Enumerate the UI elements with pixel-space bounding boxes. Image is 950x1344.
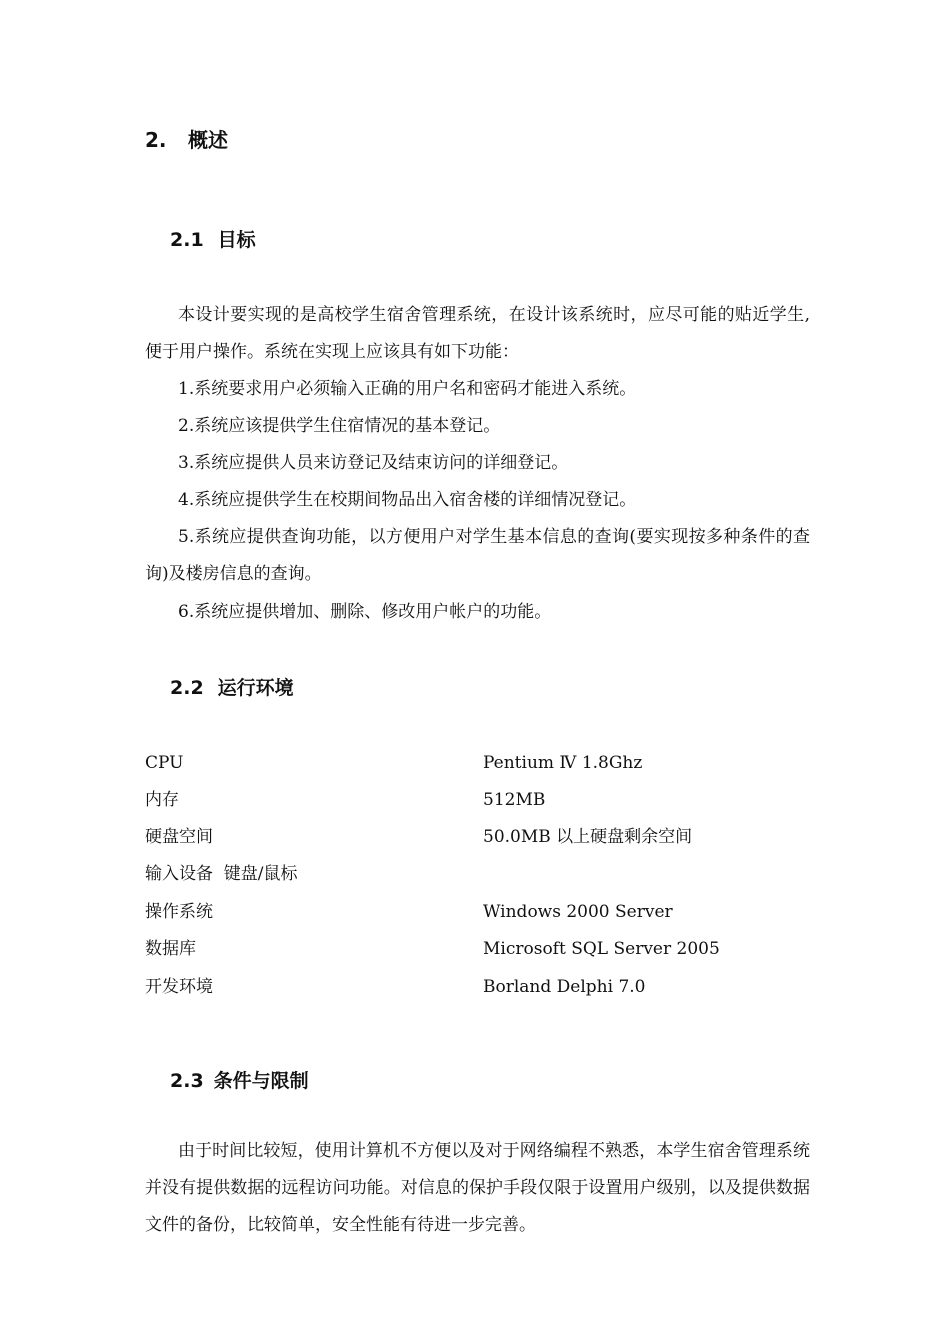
section-number: 2.2 — [170, 677, 204, 699]
env-value-memory: 512MB — [483, 790, 546, 810]
env-value-dev: Borland Delphi 7.0 — [483, 977, 646, 997]
section-heading-2-1 — [170, 228, 256, 252]
env-value-cpu: Pentium Ⅳ 1.8Ghz — [483, 753, 643, 773]
env-label-disk: 硬盘空间 — [145, 827, 213, 847]
section-number: 2. — [145, 128, 167, 152]
env-value-database: Microsoft SQL Server 2005 — [483, 939, 720, 959]
section-heading-2-2 — [170, 676, 294, 700]
env-label-dev: 开发环境 — [145, 977, 213, 997]
requirement-item: 2.系统应该提供学生住宿情况的基本登记。 — [178, 416, 501, 436]
section-heading-2-3 — [170, 1069, 309, 1093]
env-label-database: 数据库 — [145, 939, 196, 959]
section-number: 2.1 — [170, 229, 204, 251]
env-label-cpu: CPU — [145, 753, 184, 773]
section-heading-2 — [145, 128, 228, 152]
section-title: 目标 — [217, 229, 256, 251]
env-label-memory: 内存 — [145, 790, 179, 810]
section-title: 概述 — [188, 128, 228, 152]
requirement-item: 4.系统应提供学生在校期间物品出入宿舍楼的详细情况登记。 — [178, 490, 637, 510]
requirement-item: 3.系统应提供人员来访登记及结束访问的详细登记。 — [178, 453, 569, 473]
goal-intro-paragraph: 本设计要实现的是高校学生宿舍管理系统，在设计该系统时，应尽可能的贴近学生,便于用户操作。系统在实现上应该具有如下功能： — [145, 305, 810, 362]
env-value-os: Windows 2000 Server — [483, 902, 673, 922]
env-label-os: 操作系统 — [145, 902, 213, 922]
env-label-input: 输入设备 键盘/鼠标 — [145, 864, 298, 884]
section-number: 2.3 — [170, 1070, 204, 1092]
constraints-paragraph: 由于时间比较短，使用计算机不方便以及对于网络编程不熟悉，本学生宿舍管理系统并没有提供数据的远程访问功能。对信息的保护手段仅限于设置用户级别，以及提供数据文件的备份，比较简单，安全性能有待进一步完善。 — [145, 1141, 810, 1235]
section-title: 条件与限制 — [213, 1070, 309, 1092]
env-value-disk: 50.0MB 以上硬盘剩余空间 — [483, 827, 693, 847]
section-title: 运行环境 — [217, 677, 294, 699]
requirement-item: 5.系统应提供查询功能，以方便用户对学生基本信息的查询(要实现按多种条件的查询)及楼房信息的查询。 — [145, 527, 810, 584]
requirement-item: 1.系统要求用户必须输入正确的用户名和密码才能进入系统。 — [178, 379, 637, 399]
requirement-item: 6.系统应提供增加、删除、修改用户帐户的功能。 — [178, 602, 552, 622]
